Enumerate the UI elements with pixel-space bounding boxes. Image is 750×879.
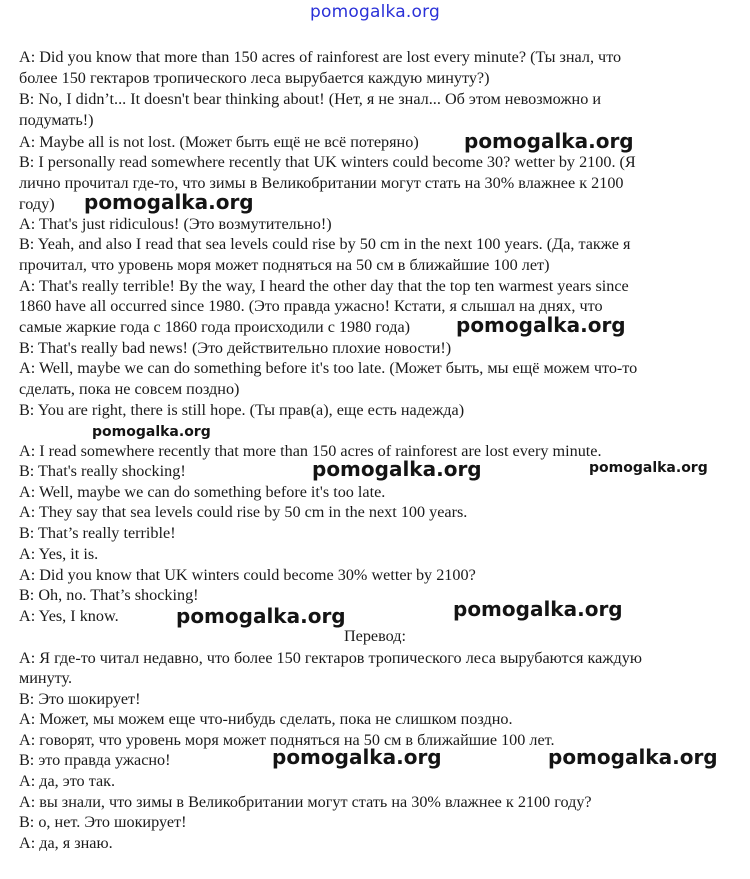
dialog1-line: B: That's really bad news! (Это действительно плохие новости!) (19, 339, 452, 357)
dialog3-line: A: да, я знаю. (19, 834, 113, 852)
dialog3-line: A: вы знали, что зимы в Великобритании могут стать на 30% влажнее к 2100 году? (19, 793, 592, 811)
watermark: pomogalka.org (456, 313, 626, 337)
dialog1-line: году) (19, 195, 55, 213)
watermark: pomogalka.org (92, 424, 211, 440)
dialog3-line: A: говорят, что уровень моря может подняться на 50 см в ближайшие 100 лет. (19, 731, 555, 749)
dialog1-line: прочитал, что уровень моря может подняться на 50 см в ближайшие 100 лет) (19, 256, 550, 274)
dialog1-line: A: Maybe all is not lost. (Может быть ещё не всё потеряно) (19, 133, 419, 151)
dialog2-line: B: That’s really terrible! (19, 524, 176, 542)
dialog1-line: самые жаркие года с 1860 года происходили с 1980 года) (19, 318, 411, 336)
dialog3-line: B: о, нет. Это шокирует! (19, 813, 187, 831)
watermark: pomogalka.org (176, 604, 346, 628)
watermark: pomogalka.org (453, 597, 623, 621)
watermark: pomogalka.org (548, 745, 718, 769)
dialog2-line: A: I read somewhere recently that more than 150 acres of rainforest are lost every minute. (19, 442, 602, 460)
dialog1-line: лично прочитал где-то, что зимы в Великобритании могут стать на 30% влажнее к 2100 (19, 174, 624, 192)
dialog1-line: B: Yeah, and also I read that sea levels could rise by 50 cm in the next 100 years. (Да, также я (19, 235, 631, 253)
dialog3-line: B: Это шокирует! (19, 690, 141, 708)
dialog3-line: A: Я где-то читал недавно, что более 150 гектаров тропического леса вырубаются каждую (19, 649, 642, 667)
dialog2-line: B: That's really shocking! (19, 462, 186, 480)
dialog2-line: A: They say that sea levels could rise by 50 cm in the next 100 years. (19, 503, 468, 521)
dialog1-line: 1860 have all occurred since 1980. (Это правда ужасно! Кстати, я слышал на днях, что (19, 297, 603, 315)
watermark: pomogalka.org (312, 457, 482, 481)
dialog1-line: подумать!) (19, 111, 94, 129)
site-header: pomogalka.org (310, 2, 440, 22)
dialog1-line: A: That's just ridiculous! (Это возмутительно!) (19, 215, 332, 233)
dialog2-line: A: Yes, it is. (19, 545, 99, 563)
dialog1-line: A: Well, maybe we can do something before it's too late. (Может быть, мы ещё можем что-то (19, 359, 638, 377)
dialog3-line: A: Может, мы можем еще что-нибудь сделать, пока не слишком поздно. (19, 710, 513, 728)
translation-heading: Перевод: (343, 627, 407, 645)
watermark: pomogalka.org (272, 745, 442, 769)
dialog1-line: более 150 гектаров тропического леса вырубается каждую минуту?) (19, 69, 490, 87)
dialog2-line: A: Did you know that UK winters could become 30% wetter by 2100? (19, 566, 476, 584)
dialog1-line: B: No, I didn’t... It doesn't bear thinking about! (Нет, я не знал... Об этом невозможно и (19, 90, 602, 108)
dialog1-line: B: I personally read somewhere recently that UK winters could become 30? wetter by 2100. (Я (19, 153, 636, 171)
dialog1-line: сделать, пока не совсем поздно) (19, 380, 240, 398)
dialog1-line: A: That's really terrible! By the way, I heard the other day that the top ten warmest years since (19, 277, 629, 295)
watermark: pomogalka.org (464, 129, 634, 153)
dialog1-line: A: Did you know that more than 150 acres of rainforest are lost every minute? (Ты знал, что (19, 48, 622, 66)
watermark: pomogalka.org (84, 190, 254, 214)
dialog2-line: B: Oh, no. That’s shocking! (19, 586, 199, 604)
watermark: pomogalka.org (589, 460, 708, 476)
dialog1-line: B: You are right, there is still hope. (Ты прав(а), еще есть надежда) (19, 401, 465, 419)
dialog3-line: A: да, это так. (19, 772, 116, 790)
dialog2-line: A: Well, maybe we can do something before it's too late. (19, 483, 386, 501)
dialog2-line: A: Yes, I know. (19, 607, 119, 625)
dialog3-line: B: это правда ужасно! (19, 751, 171, 769)
dialog3-line: минуту. (19, 669, 73, 687)
